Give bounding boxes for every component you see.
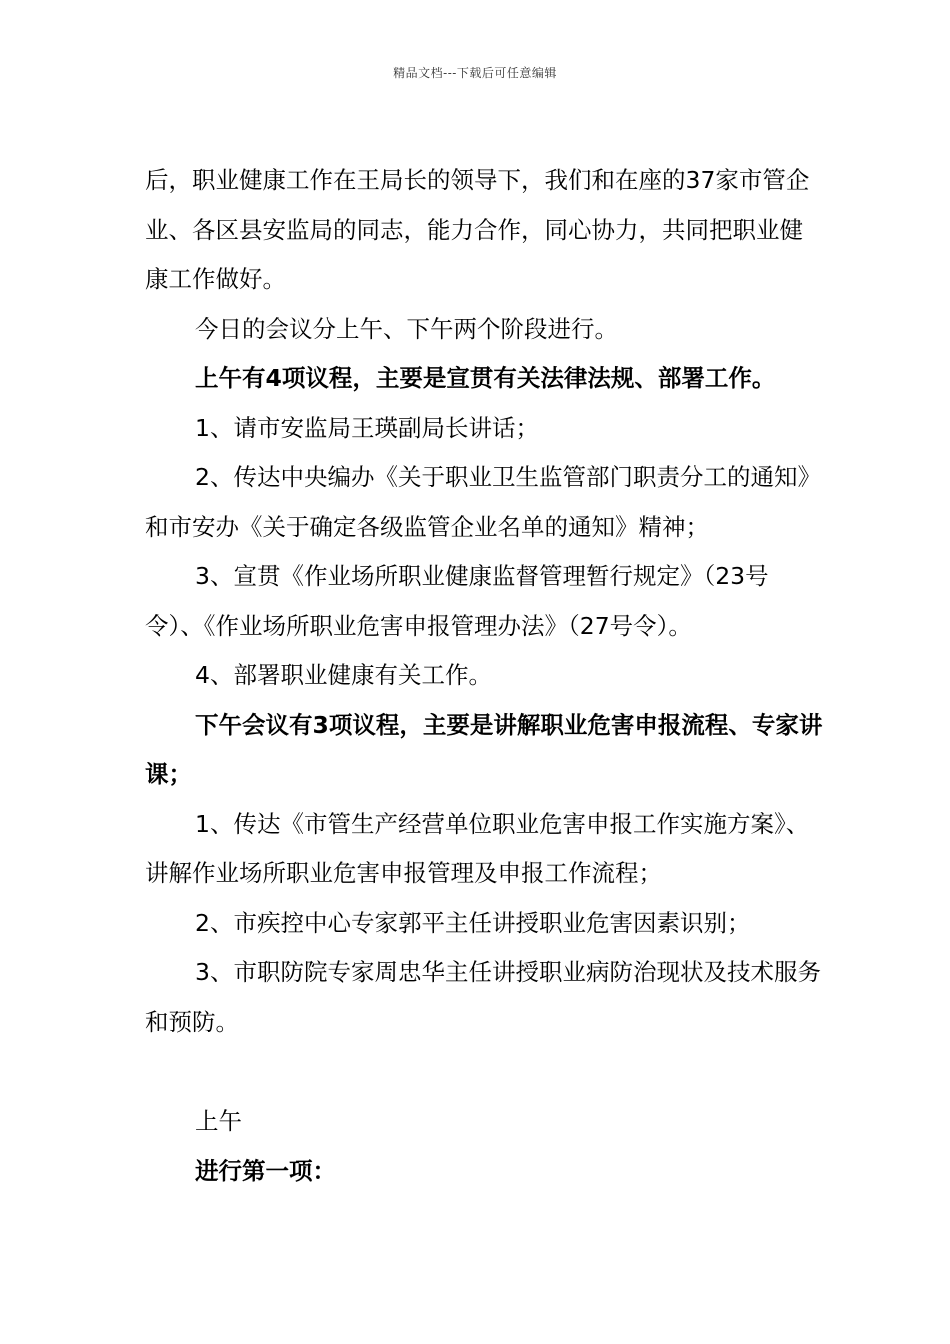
section-first-item-label: 进行第一项： [195, 1156, 336, 1185]
paragraph-afternoon-agenda-heading: 下午会议有3项议程，主要是讲解职业危害申报流程、专家讲课； [145, 710, 823, 788]
afternoon-item-2: 2、市疾控中心专家郭平主任讲授职业危害因素识别； [195, 908, 751, 937]
morning-item-2: 2、传达中央编办《关于职业卫生监管部门职责分工的通知》和市安办《关于确定各级监管企业名单的通知》精神； [145, 463, 821, 541]
morning-item-3: 3、宣贯《作业场所职业健康监督管理暂行规定》（23号令）、《作业场所职业危害申报管理办法》（27号令）。 [145, 562, 769, 640]
morning-item-4: 4、部署职业健康有关工作。 [195, 661, 492, 689]
paragraph-meeting-schedule: 今日的会议分上午、下午两个阶段进行。 [195, 314, 618, 343]
document-body [145, 156, 825, 1196]
section-morning-label: 上午 [195, 1107, 242, 1135]
paragraph-morning-agenda-heading: 上午有4项议程，主要是宣贯有关法律法规、部署工作。 [195, 364, 776, 392]
morning-item-1: 1、请市安监局王瑛副局长讲话； [195, 413, 539, 442]
afternoon-item-1: 1、传达《市管生产经营单位职业危害申报工作实施方案》、讲解作业场所职业危害申报管理及申报工作流程； [145, 809, 810, 887]
afternoon-item-3: 3、市职防院专家周忠华主任讲授职业病防治现状及技术服务和预防。 [145, 958, 821, 1036]
page-header: 精品文档---下载后可任意编辑 [393, 66, 557, 80]
paragraph-continuation: 后，职业健康工作在王局长的领导下，我们和在座的37家市管企业、各区县安监局的同志，能力合作，同心协力，共同把职业健康工作做好。 [145, 166, 810, 293]
paragraph-spacer [145, 1047, 825, 1097]
